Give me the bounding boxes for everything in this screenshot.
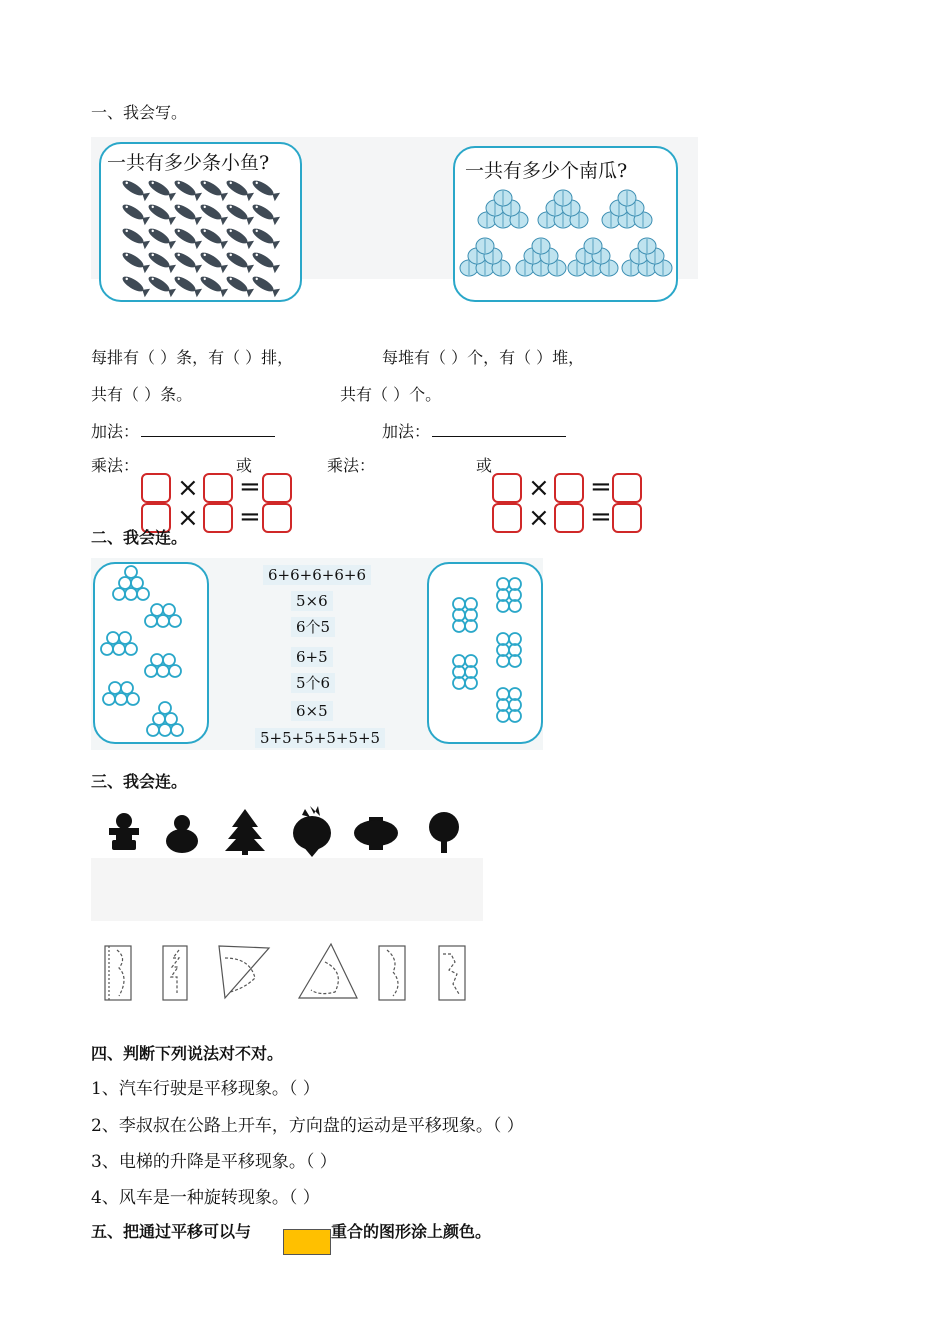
circle-icon — [157, 615, 169, 627]
circle-icon — [157, 665, 169, 677]
circle-icon — [107, 632, 119, 644]
yellow-rectangle — [283, 1229, 331, 1255]
fish-icon — [198, 273, 228, 297]
answer-box[interactable] — [554, 503, 584, 533]
fish-icon — [172, 201, 202, 225]
circle-icon — [113, 588, 125, 600]
pumpkin-picture — [453, 146, 678, 302]
circle-icon — [171, 724, 183, 736]
section1-heading: 一、我会写。 — [91, 103, 188, 122]
circle-icon — [151, 654, 163, 666]
pumpkin-pile-icon — [460, 238, 510, 276]
expression-item[interactable]: 6+5 — [291, 647, 333, 667]
fish-icon — [198, 225, 228, 249]
equals-sign: = — [590, 502, 612, 532]
fish-icon — [121, 201, 150, 225]
pumpkin-line-2: 共有（ ）个。 — [340, 385, 442, 404]
fish-icon — [224, 201, 254, 225]
circle-icon — [145, 665, 157, 677]
folded-paper-icon[interactable] — [163, 946, 187, 1000]
lantern-silhouette-icon[interactable] — [354, 817, 398, 850]
folded-paper-row — [97, 940, 477, 1006]
circle-icon — [127, 693, 139, 705]
tree-silhouette-icon[interactable] — [225, 809, 265, 855]
circles-panel-right — [427, 562, 543, 744]
answer-box[interactable] — [262, 473, 292, 503]
equals-sign: = — [590, 472, 612, 502]
judge-item-1: 1、汽车行驶是平移现象。（ ） — [91, 1079, 320, 1099]
fish-icon — [198, 178, 228, 201]
folded-paper-icon[interactable] — [299, 944, 357, 998]
folded-paper-icon[interactable] — [219, 946, 269, 998]
pumpkin-add-blank[interactable] — [432, 436, 566, 437]
fish-or-label: 或 — [236, 456, 253, 475]
judge-item-3: 3、电梯的升降是平移现象。（ ） — [91, 1152, 337, 1172]
equals-sign: = — [239, 472, 261, 502]
pumpkin-pile-icon — [602, 190, 652, 228]
expression-item[interactable]: 6×5 — [291, 701, 333, 721]
times-sign: × — [177, 503, 199, 533]
pumpkin-pile-icon — [568, 238, 618, 276]
answer-box[interactable] — [492, 473, 522, 503]
fish-add-blank[interactable] — [141, 436, 275, 437]
circle-icon — [163, 654, 175, 666]
circle-icon — [163, 604, 175, 616]
section4-heading: 四、判断下列说法对不对。 — [91, 1044, 284, 1063]
circle-icon — [159, 724, 171, 736]
fish-icon — [172, 273, 202, 297]
expression-item[interactable]: 6个5 — [291, 617, 335, 637]
fish-icon — [250, 201, 280, 225]
folded-paper-icon[interactable] — [439, 946, 465, 1000]
section5-heading-part2: 重合的图形涂上颜色。 — [331, 1222, 492, 1241]
pumpkin-question: 一共有多少个南瓜? — [465, 160, 628, 182]
fish-grid-icon — [121, 178, 286, 298]
fish-icon — [250, 273, 280, 297]
fish-icon — [250, 249, 280, 273]
fish-icon — [172, 225, 202, 249]
fish-icon — [250, 225, 280, 249]
pumpkin-pile-icon — [478, 190, 528, 228]
fish-picture — [99, 142, 302, 302]
circle-icon — [147, 724, 159, 736]
fish-icon — [172, 249, 202, 273]
fish-icon — [146, 201, 176, 225]
equals-sign: = — [239, 502, 261, 532]
times-sign: × — [528, 503, 550, 533]
gourd-silhouette-icon[interactable] — [166, 815, 198, 853]
pumpkin-mul-label: 乘法： — [327, 456, 376, 475]
times-sign: × — [177, 473, 199, 503]
fish-icon — [198, 249, 228, 273]
fish-icon — [146, 273, 176, 297]
times-sign: × — [528, 473, 550, 503]
section3-heading: 三、我会连。 — [91, 772, 188, 791]
expression-item[interactable]: 6+6+6+6+6 — [263, 565, 371, 585]
judge-item-4: 4、风车是一种旋转现象。（ ） — [91, 1188, 320, 1208]
circle-icon — [131, 577, 143, 589]
pumpkin-piles-icon — [455, 188, 677, 278]
pumpkin-or-label: 或 — [476, 456, 493, 475]
circle-icon — [103, 693, 115, 705]
answer-box[interactable] — [141, 473, 171, 503]
judge-item-2: 2、李叔叔在公路上开车，方向盘的运动是平移现象。（ ） — [91, 1116, 524, 1136]
fish-icon — [146, 225, 176, 249]
pumpkin-line-1: 每堆有（ ）个，有（ ）堆， — [382, 348, 585, 367]
circle-icon — [125, 566, 137, 578]
person-silhouette-icon[interactable] — [109, 813, 139, 850]
fish-icon — [172, 178, 202, 201]
circle-icon — [125, 588, 137, 600]
answer-box[interactable] — [262, 503, 292, 533]
section2-heading: 二、我会连。 — [91, 528, 188, 547]
circle-groups-icon — [95, 564, 211, 746]
circle-icon — [115, 693, 127, 705]
pumpkin-pile-icon — [516, 238, 566, 276]
answer-box[interactable] — [554, 473, 584, 503]
fish-line-1: 每排有（ ）条，有（ ）排， — [91, 348, 294, 367]
fish-icon — [224, 178, 254, 201]
folded-paper-icon[interactable] — [105, 946, 131, 1000]
fish-icon — [121, 273, 150, 297]
fish-icon — [224, 273, 254, 297]
answer-box[interactable] — [612, 503, 642, 533]
pumpkin-pile-icon — [622, 238, 672, 276]
fish-icon — [146, 249, 176, 273]
pumpkin-pile-icon — [538, 190, 588, 228]
circle-icon — [109, 682, 121, 694]
fish-question: 一共有多少条小鱼? — [107, 152, 270, 174]
expression-item[interactable]: 5+5+5+5+5+5 — [255, 728, 385, 748]
fish-icon — [224, 249, 254, 273]
circle-icon — [119, 632, 131, 644]
fish-icon — [224, 225, 254, 249]
fish-mul-label: 乘法： — [91, 456, 140, 475]
circle-icon — [119, 577, 131, 589]
circle-icon — [159, 702, 171, 714]
fish-line-2: 共有（ ）条。 — [91, 385, 193, 404]
expression-item[interactable]: 5×6 — [291, 591, 333, 611]
section5-heading-part1: 五、把通过平移可以与 — [91, 1222, 252, 1241]
fish-icon — [146, 178, 176, 201]
circle-icon — [145, 615, 157, 627]
circle-icon — [169, 615, 181, 627]
circle-icon — [137, 588, 149, 600]
circle-icon — [101, 643, 113, 655]
answer-box[interactable] — [612, 473, 642, 503]
round-tree-silhouette-icon[interactable] — [429, 812, 459, 853]
pumpkin-add-label: 加法： — [382, 422, 431, 441]
answer-box[interactable] — [492, 503, 522, 533]
circle-icon — [165, 713, 177, 725]
folded-paper-icon[interactable] — [379, 946, 405, 1000]
circle-groups-icon — [429, 564, 545, 746]
circle-icon — [125, 643, 137, 655]
fish-icon — [121, 178, 150, 201]
expression-item[interactable]: 5个6 — [291, 673, 335, 693]
circle-icon — [153, 713, 165, 725]
silhouette-row — [97, 803, 477, 859]
circle-icon — [169, 665, 181, 677]
circle-icon — [121, 682, 133, 694]
circles-panel-left — [93, 562, 209, 744]
radish-silhouette-icon[interactable] — [293, 806, 331, 857]
fish-icon — [250, 178, 280, 201]
answer-box[interactable] — [203, 473, 233, 503]
fish-add-label: 加法： — [91, 422, 140, 441]
circle-icon — [151, 604, 163, 616]
answer-box[interactable] — [203, 503, 233, 533]
circle-icon — [113, 643, 125, 655]
fish-icon — [198, 201, 228, 225]
fish-icon — [121, 225, 150, 249]
fish-icon — [121, 249, 150, 273]
